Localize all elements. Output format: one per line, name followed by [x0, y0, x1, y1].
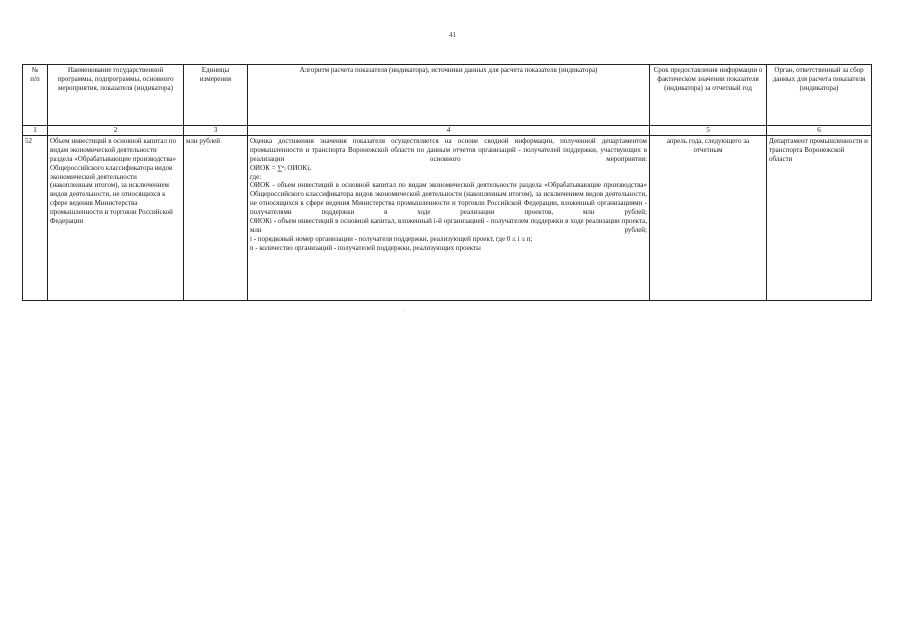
header-cell-name: Наименование государственной программы, подпрограммы, основного мероприятия, показателя (индикатора) [48, 65, 184, 126]
header-cell-algorithm: Алгоритм расчета показателя (индикатора), источники данных для расчета показателя (индикатора) [248, 65, 650, 126]
column-number: 5 [650, 126, 767, 136]
algorithm-definition-oiok: ОИОК - объем инвестиций в основной капитал по видам экономической деятельности раздела «Обрабатывающие производства» Общероссийского классификатора видов экономической деятельности (накопленным итогом), за исключением видов деятельности, не относящихся к сфере ведения Министерства промышленности и торговли Российской Федерации, вложенный организациями - получателями поддержки в ходе реализации проектов, млн рублей; [250, 181, 647, 216]
responsible-organ: Департамент промышленности и транспорта Воронежской области [767, 136, 872, 301]
indicator-name: Объем инвестиций в основной капитал по видам экономической деятельности раздела «Обрабатывающие производства» Общероссийского классификатора видов экономической деятельности (накопленным итогом), за исключением видов деятельности, не относящихся к сфере ведения Министерства промышленности и торговли Российской Федерации [48, 136, 184, 301]
table-row [23, 136, 872, 301]
header-cell-organ: Орган, ответственный за сбор данных для расчета показателя (индикатора) [767, 65, 872, 126]
column-number: 6 [767, 126, 872, 136]
column-number: 1 [23, 126, 48, 136]
algorithm-definition-i: i - порядковый номер организации - получателя поддержки, реализующей проект, где 0 ≤ i ≤ n; [250, 234, 533, 243]
indicators-table [22, 64, 872, 301]
algorithm-where: где: [250, 172, 262, 181]
scan-mark: · [402, 308, 404, 314]
header-cell-number: № п/п [23, 65, 48, 126]
row-number: 52 [23, 136, 48, 301]
column-number: 2 [48, 126, 184, 136]
algorithm-cell [248, 136, 650, 301]
algorithm-definition-oioki: ОИОКi - объем инвестиций в основной капитал, вложенный i-й организацией - получателем поддержки в ходе реализации проекта, млн рублей; [250, 216, 647, 234]
column-number: 3 [184, 126, 248, 136]
column-number: 4 [248, 126, 650, 136]
page-number: 41 [449, 31, 456, 39]
algorithm-definition-n: n - количество организаций - получателей поддержки, реализующих проекты [250, 243, 481, 252]
indicator-unit: млн рублей [184, 136, 248, 301]
column-number-row [23, 126, 872, 136]
header-cell-deadline: Срок предоставления информации о фактическом значении показателя (индикатора) за отчетный год [650, 65, 767, 126]
header-cell-unit: Единицы измерения [184, 65, 248, 126]
algorithm-intro: Оценка достижения значения показателя осуществляется на основе сводной информации, полученной департаментом промышленности и транспорта Воронежской области по данным отчетов организаций - получателей поддержки, участвующих в реализации основного мероприятия: [250, 137, 647, 163]
algorithm-formula: ОИОК = ∑ⁿᵢ ОИОКi, [250, 163, 311, 172]
deadline-cell: апрель года, следующего за отчетным [650, 136, 767, 301]
header-row [23, 65, 872, 126]
